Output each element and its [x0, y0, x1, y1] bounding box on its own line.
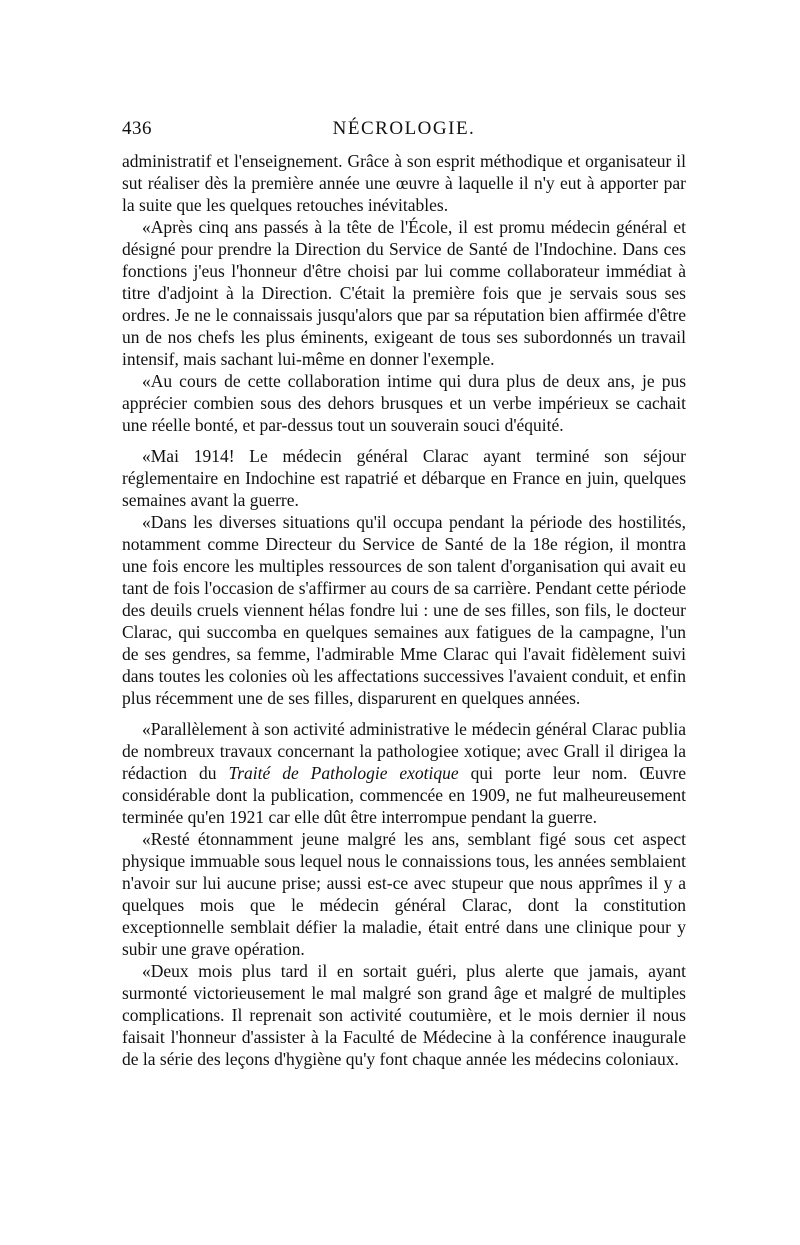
- page-number: 436: [122, 118, 152, 139]
- paragraph-8: «Deux mois plus tard il en sortait guéri, plus alerte que jamais, ayant surmonté victorieusement le mal malgré son grand âge et malgré de multiples complications. Il reprenait son activité coutumière, et le mois dernier il nous faisait l'honneur d'assister à la Faculté de Médecine à la conférence inaugurale de la série des leçons d'hygiène qu'y font chaque année les médecins coloniaux.: [122, 961, 686, 1069]
- paragraph-3: «Au cours de cette collaboration intime qui dura plus de deux ans, je pus apprécier combien sous des dehors brusques et un verbe impérieux se cachait une réelle bonté, et par-dessus tout un souverain souci d'équité.: [122, 371, 686, 435]
- book-title: Traité de Pathologie exotique: [228, 763, 459, 783]
- running-head: [122, 118, 686, 144]
- paragraph-4: «Mai 1914! Le médecin général Clarac ayant terminé son séjour réglementaire en Indochine est rapatrié et débarque en France en juin, quelques semaines avant la guerre.: [122, 446, 686, 510]
- running-title: NÉCROLOGIE.: [332, 118, 476, 139]
- body-text: [122, 150, 686, 1070]
- paragraph-6: [122, 718, 686, 828]
- paragraph-1: administratif et l'enseignement. Grâce à son esprit méthodique et organisateur il sut réaliser dès la première année une œuvre à laquelle il n'y eut à apporter par la suite que les quelques retouches inévitables.: [122, 151, 686, 215]
- paragraph-2: «Après cinq ans passés à la tête de l'École, il est promu médecin général et désigné pour prendre la Direction du Service de Santé de l'Indochine. Dans ces fonctions j'eus l'honneur d'être choisi par lui comme collaborateur immédiat à titre d'adjoint à la Direction. C'était la première fois que je servais sous ses ordres. Je ne le connaissais jusqu'alors que par sa réputation bien affirmée d'être un de nos chefs les plus éminents, exigeant de tous ses subordonnés un travail intensif, mais sachant lui-même en donner l'exemple.: [122, 217, 686, 369]
- paragraph-6-text-start: «Parallèlement à son activité administrative le médecin général Clarac publia de nombreux travaux concernant la pathologiee xotique; avec Grall il dirigea la rédaction du: [122, 719, 686, 783]
- paragraph-6-text-end: qui porte leur nom. Œuvre considérable dont la publication, commencée en 1909, ne fut malheureusement terminée qu'en 1921 car elle dût être interrompue pendant la guerre.: [122, 763, 686, 827]
- paragraph-5: «Dans les diverses situations qu'il occupa pendant la période des hostilités, notamment comme Directeur du Service de Santé de la 18e région, il montra une fois encore les multiples ressources de son talent d'organisation qui avait eu tant de fois l'occasion de s'affirmer au cours de sa carrière. Pendant cette période des deuils cruels viennent hélas fondre lui : une de ses filles, son fils, le docteur Clarac, qui succomba en quelques semaines aux fatigues de la campagne, l'un de ses gendres, sa femme, l'admirable Mme Clarac qui l'avait fidèlement suivi dans toutes les colonies où les affectations successives l'avaient conduit, et enfin plus récemment une de ses filles, disparurent en quelques années.: [122, 512, 686, 708]
- paragraph-7: «Resté étonnamment jeune malgré les ans, semblant figé sous cet aspect physique immuable sous lequel nous le connaissions tous, les années semblaient n'avoir sur lui aucune prise; aussi est-ce avec stupeur que nous apprîmes il y a quelques mois que le médecin général Clarac, dont la constitution exceptionnelle semblait défier la maladie, était entré dans une clinique pour y subir une grave opération.: [122, 829, 686, 959]
